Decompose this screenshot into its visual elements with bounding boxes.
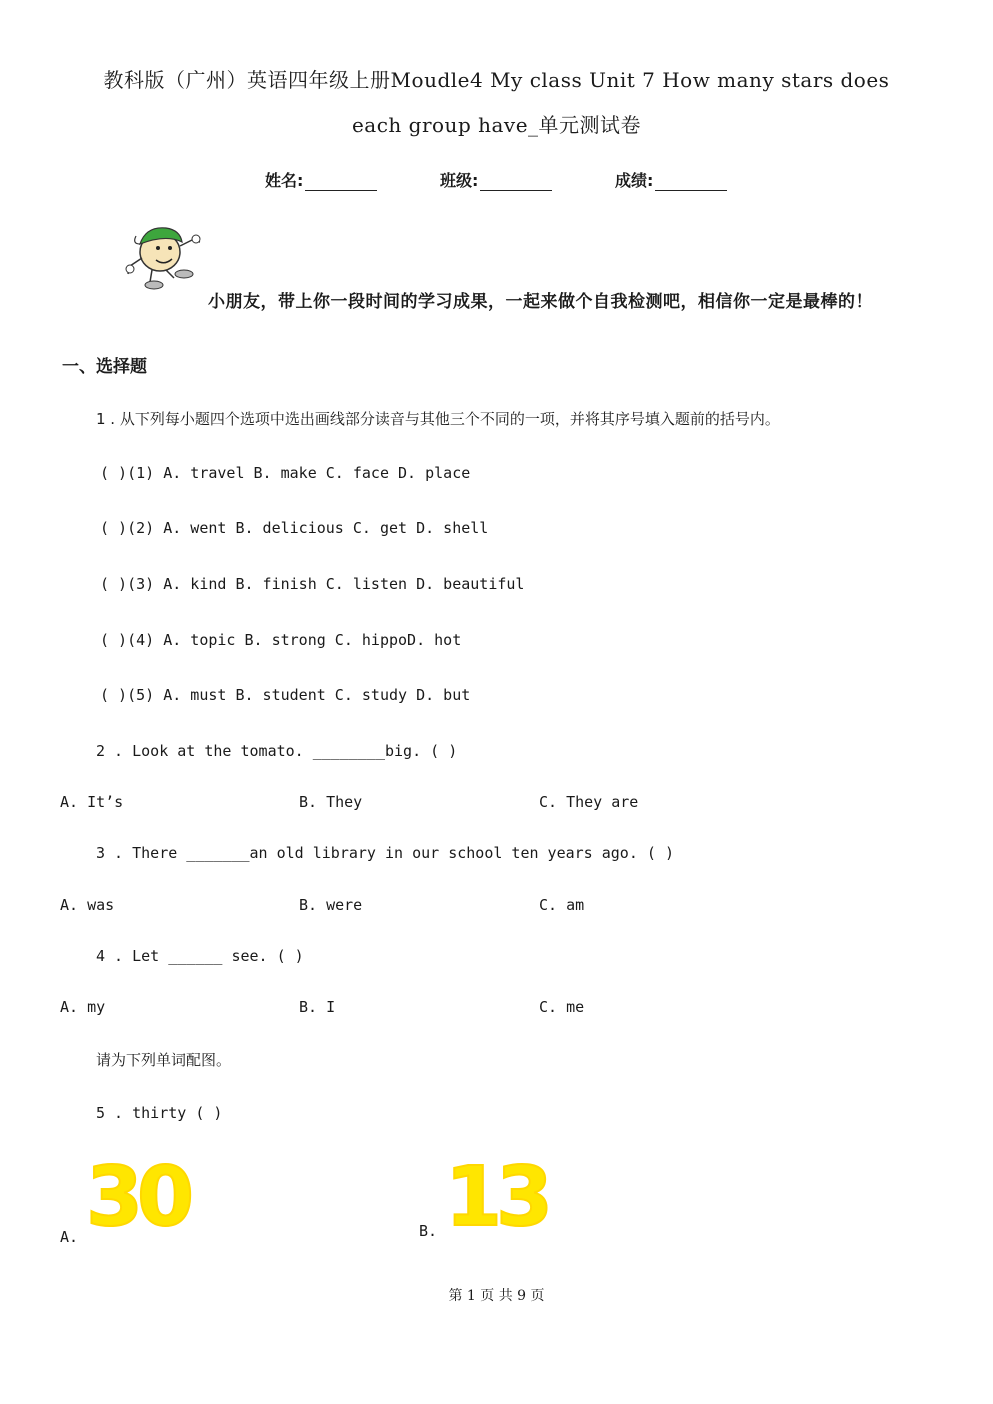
name-field [265, 168, 377, 191]
number-13-image: 13 [445, 1150, 548, 1245]
class-field [440, 168, 552, 191]
question-2-stem: 2 . Look at the tomato. ________big. ( ) [96, 742, 458, 760]
question-1-item-5: ( )(5) A. must B. student C. study D. but [100, 686, 471, 704]
question-2-option-c: C. They are [539, 793, 639, 811]
class-blank [480, 174, 552, 191]
question-5-intro: 请为下列单词配图。 [96, 1051, 232, 1069]
class-label: 班级: [440, 171, 479, 190]
question-3-option-b: B. were [299, 896, 363, 914]
score-field [615, 168, 727, 191]
question-4-option-c: C. me [539, 998, 585, 1016]
question-1-item-4: ( )(4) A. topic B. strong C. hippoD. hot [100, 631, 462, 649]
slogan-text: 小朋友，带上你一段时间的学习成果，一起来做个自我检测吧，相信你一定是最棒的！ [208, 292, 873, 312]
score-label: 成绩: [615, 171, 654, 190]
name-label: 姓名: [265, 171, 304, 190]
page-title-line1: 教科版（广州）英语四年级上册Moudle4 My class Unit 7 How many stars does [103, 68, 890, 92]
number-30-image: 30 [86, 1150, 189, 1245]
question-2-option-b: B. They [299, 793, 363, 811]
question-4-option-b: B. I [299, 998, 336, 1016]
mascot-icon [122, 222, 206, 292]
score-blank [655, 174, 727, 191]
question-2-option-a: A. It’s [60, 793, 124, 811]
question-3-option-a: A. was [60, 896, 115, 914]
question-1-item-2: ( )(2) A. went B. delicious C. get D. shell [100, 519, 489, 537]
question-1-stem: 1 . 从下列每小题四个选项中选出画线部分读音与其他三个不同的一项，并将其序号填入题前的括号内。 [96, 410, 780, 428]
question-5-option-a-label: A. [60, 1228, 79, 1246]
question-1-item-3: ( )(3) A. kind B. finish C. listen D. beautiful [100, 575, 525, 593]
question-3-stem: 3 . There _______an old library in our school ten years ago. ( ) [96, 844, 674, 862]
page-footer: 第 1 页 共 9 页 [448, 1288, 545, 1304]
name-blank [305, 174, 377, 191]
section-title: 一、选择题 [62, 357, 147, 377]
question-3-option-c: C. am [539, 896, 585, 914]
page-title-line2: each group have_单元测试卷 [351, 113, 642, 137]
question-4-option-a: A. my [60, 998, 106, 1016]
question-5-option-b-label: B. [419, 1222, 438, 1240]
question-5-stem: 5 . thirty ( ) [96, 1104, 223, 1122]
question-1-item-1: ( )(1) A. travel B. make C. face D. place [100, 464, 471, 482]
question-4-stem: 4 . Let ______ see. ( ) [96, 947, 304, 965]
